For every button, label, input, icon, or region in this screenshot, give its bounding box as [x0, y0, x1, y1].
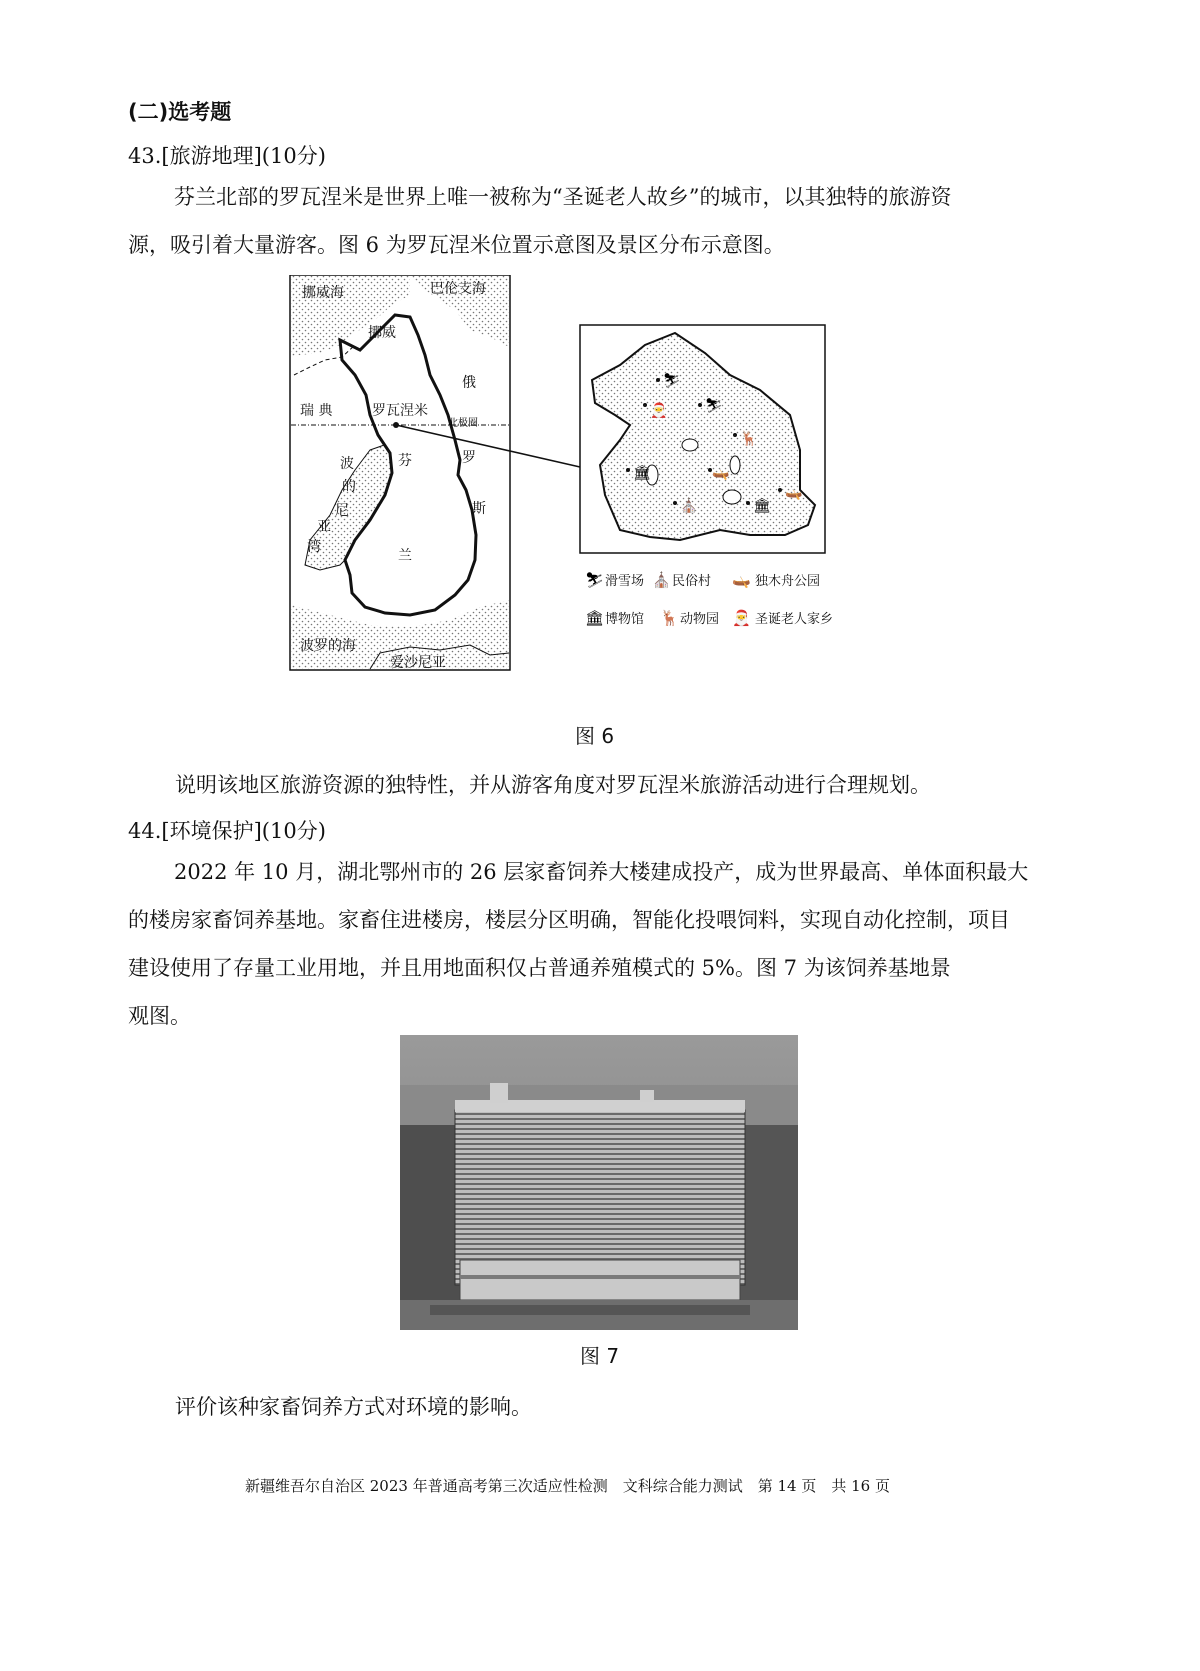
- label-baltic-sea: 波罗的海: [300, 638, 356, 654]
- question-43-header: 43.[旅游地理](10分): [128, 144, 326, 168]
- question-43-stem: [128, 173, 1088, 269]
- svg-text:⛪: ⛪: [680, 498, 698, 514]
- label-finland-1: 芬: [398, 453, 412, 469]
- label-russia-2: 罗: [462, 450, 476, 466]
- finland-location-map: [290, 275, 510, 671]
- rovaniemi-inset-map: [580, 325, 825, 553]
- section-heading: (二)选考题: [128, 100, 232, 124]
- label-gulf-5: 湾: [307, 539, 321, 555]
- label-russia-3: 斯: [472, 501, 486, 517]
- folk-village-icon: ⛪: [652, 571, 671, 589]
- zoo-icon: 🦌: [660, 609, 679, 627]
- legend-label: 博物馆: [605, 612, 645, 627]
- label-arctic-circle: 北极圈: [448, 418, 478, 429]
- question-43-prompt: 说明该地区旅游资源的独特性，并从游客角度对罗瓦涅米旅游活动进行合理规划。: [175, 773, 931, 797]
- label-gulf-3: 尼: [335, 503, 349, 519]
- label-norway: 挪威: [368, 325, 396, 341]
- label-gulf-4: 亚: [317, 519, 331, 535]
- svg-text:⛷: ⛷: [705, 398, 723, 414]
- svg-text:🎅: 🎅: [650, 403, 668, 419]
- label-rovaniemi: 罗瓦涅米: [372, 403, 428, 419]
- label-barents-sea: 巴伦支海: [430, 281, 486, 297]
- label-gulf-1: 波: [340, 456, 354, 472]
- legend-label: 独木舟公园: [755, 574, 821, 589]
- svg-text:🦌: 🦌: [740, 431, 758, 447]
- paragraph-line: 观图。: [128, 1004, 191, 1028]
- label-russia-1: 俄: [462, 375, 476, 391]
- ski-icon: ⛷: [585, 571, 605, 589]
- label-finland-2: 兰: [398, 548, 412, 564]
- figure-6-caption: 图 6: [575, 724, 615, 748]
- canoe-icon: 🛶: [732, 571, 751, 589]
- figure-7-caption: 图 7: [580, 1344, 620, 1368]
- label-estonia: 爱沙尼亚: [390, 655, 446, 671]
- svg-text:⛷: ⛷: [663, 373, 681, 389]
- page-footer: 新疆维吾尔自治区 2023 年普通高考第三次适应性检测 文科综合能力测试 第 14 页 共 16 页: [245, 1477, 890, 1495]
- legend-label: 圣诞老人家乡: [755, 612, 834, 627]
- figure-7-photo: [400, 1035, 798, 1330]
- question-44-header: 44.[环境保护](10分): [128, 819, 326, 843]
- paragraph-line: 2022 年 10 月，湖北鄂州市的 26 层家畜饲养大楼建成投产，成为世界最高、单体面积最大: [174, 860, 1029, 884]
- legend: [585, 570, 833, 627]
- question-44-stem: [128, 848, 1088, 1040]
- paragraph-line: 源，吸引着大量游客。图 6 为罗瓦涅米位置示意图及景区分布示意图。: [128, 233, 785, 257]
- svg-text:🛶: 🛶: [712, 465, 730, 481]
- legend-label: 民俗村: [672, 574, 712, 589]
- label-sweden: 瑞 典: [300, 403, 333, 419]
- question-44-prompt: 评价该种家畜饲养方式对环境的影响。: [175, 1395, 532, 1419]
- legend-label: 动物园: [680, 612, 720, 627]
- paragraph-line: 建设使用了存量工业用地，并且用地面积仅占普通养殖模式的 5%。图 7 为该饲养基地景: [128, 956, 951, 980]
- paragraph-line: 的楼房家畜饲养基地。家畜住进楼房，楼层分区明确，智能化投喂饲料，实现自动化控制，项目: [128, 908, 1010, 932]
- legend-label: 滑雪场: [605, 574, 645, 589]
- santa-icon: 🎅: [732, 609, 751, 627]
- svg-text:🏛: 🏛: [633, 465, 651, 481]
- svg-text:🛶: 🛶: [785, 485, 803, 501]
- canoe-icon: [708, 465, 730, 481]
- figure-6-map: [280, 275, 900, 715]
- museum-icon: 🏛: [585, 609, 605, 627]
- paragraph-line: 芬兰北部的罗瓦涅米是世界上唯一被称为“圣诞老人故乡”的城市，以其独特的旅游资: [174, 185, 952, 209]
- label-gulf-2: 的: [342, 479, 356, 495]
- svg-text:🏛: 🏛: [753, 498, 771, 514]
- label-norwegian-sea: 挪威海: [302, 285, 344, 301]
